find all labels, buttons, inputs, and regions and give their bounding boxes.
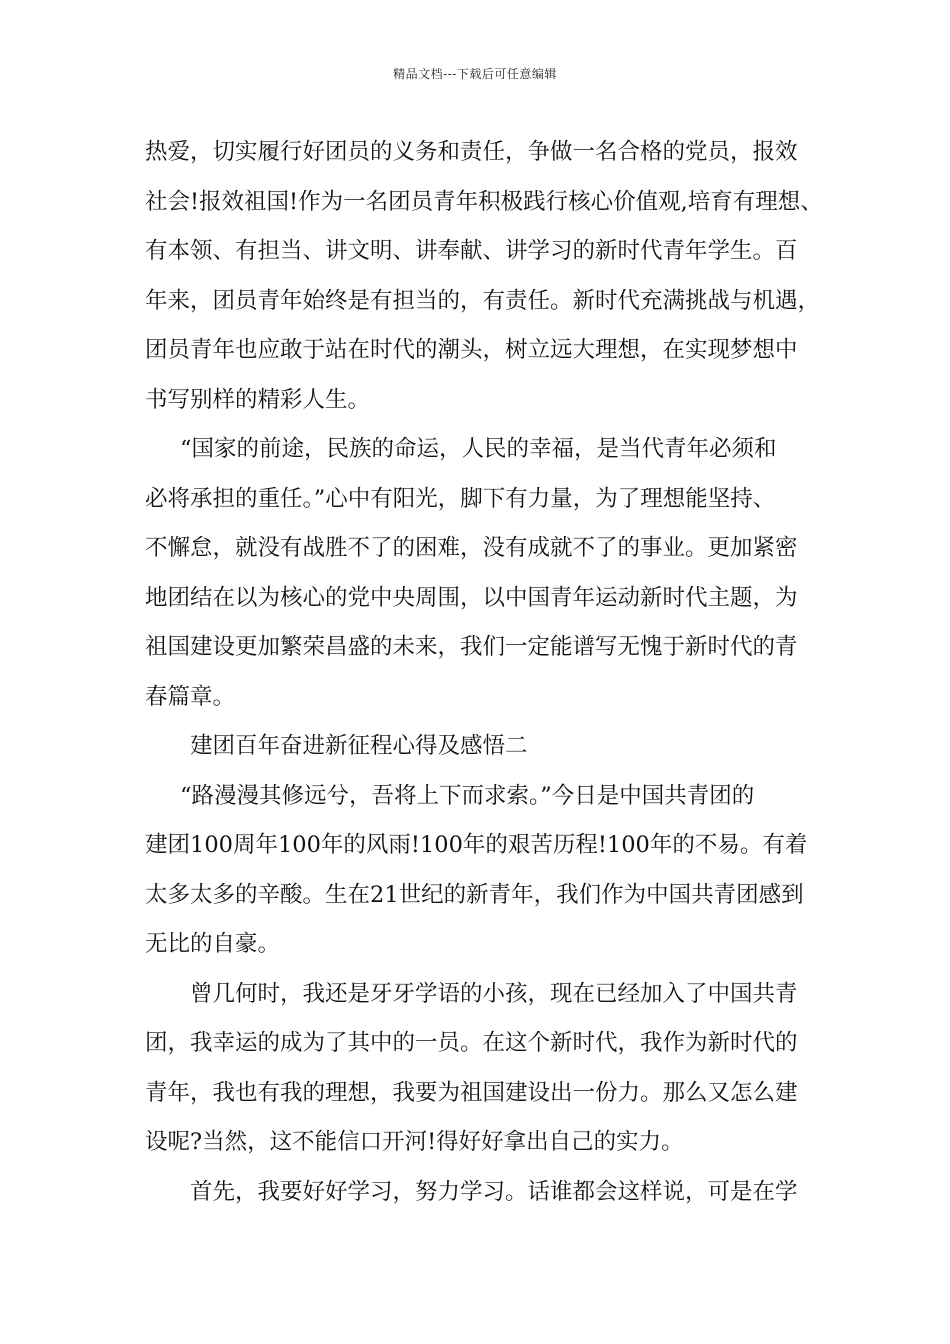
text-line: 热爱，切实履行好团员的义务和责任，争做一名合格的党员，报效 (145, 139, 798, 165)
text-line: 建团100周年100年的风雨!100年的艰苦历程!100年的不易。有着 (145, 832, 808, 858)
paragraph-start-line: 曾几何时，我还是牙牙学语的小孩，现在已经加入了中国共青 (190, 980, 798, 1007)
document-body (145, 128, 825, 1217)
text-line: 必将承担的重任。”心中有阳光，脚下有力量，为了理想能坚持、 (145, 485, 776, 512)
page-header: 精品文档---下载后可任意编辑 (393, 67, 557, 81)
text-line: 设呢?当然，这不能信口开河!得好好拿出自己的实力。 (145, 1129, 684, 1155)
paragraph-start-line: “国家的前途，民族的命运，人民的幸福，是当代青年必须和 (180, 436, 777, 462)
text-line: 祖国建设更加繁荣昌盛的未来，我们一定能谱写无愧于新时代的青 (145, 634, 798, 660)
section-heading: 建团百年奋进新征程心得及感悟二 (190, 733, 528, 759)
text-line: 团员青年也应敢于站在时代的潮头，树立远大理想，在实现梦想中 (145, 337, 798, 363)
paragraph-start-line: “路漫漫其修远兮，吾将上下而求索。”今日是中国共青团的 (180, 782, 755, 809)
text-line: 地团结在以为核心的党中央周围，以中国青年运动新时代主题，为 (145, 584, 798, 611)
paragraph-start-line: 首先，我要好好学习，努力学习。话谁都会这样说，可是在学 (190, 1178, 798, 1205)
text-line: 青年，我也有我的理想，我要为祖国建设出一份力。那么又怎么建 (145, 1079, 798, 1106)
text-line: 太多太多的辛酸。生在21世纪的新青年，我们作为中国共青团感到 (145, 881, 804, 908)
text-line: 有本领、有担当、讲文明、讲奉献、讲学习的新时代青年学生。百 (145, 238, 798, 264)
text-line: 无比的自豪。 (145, 931, 281, 957)
text-line: 书写别样的精彩人生。 (145, 386, 371, 413)
text-line: 春篇章。 (145, 683, 236, 710)
text-line: 社会!报效祖国!作为一名团员青年积极践行核心价值观,培育有理想、 (145, 188, 823, 215)
text-line: 年来，团员青年始终是有担当的，有责任。新时代充满挑战与机遇， (145, 287, 821, 314)
text-line: 不懈怠，就没有战胜不了的困难，没有成就不了的事业。更加紧密 (145, 535, 798, 561)
text-line: 团，我幸运的成为了其中的一员。在这个新时代，我作为新时代的 (145, 1030, 798, 1056)
